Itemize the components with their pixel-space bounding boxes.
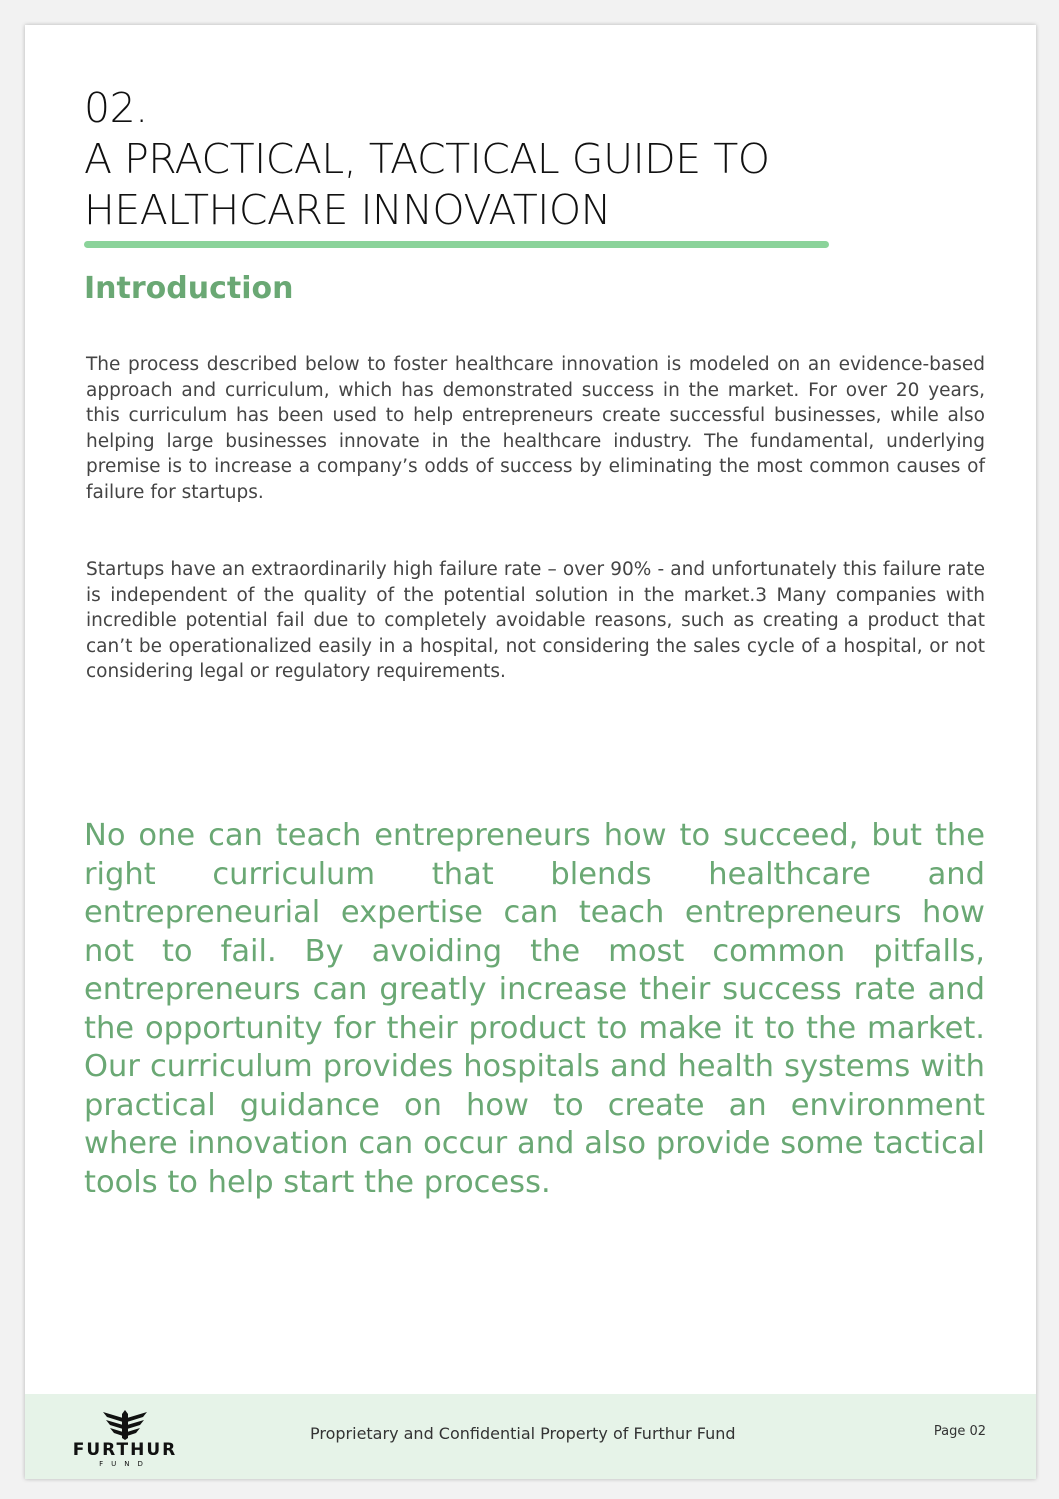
furthur-fund-logo <box>69 1410 181 1466</box>
confidentiality-notice: Proprietary and Confidential Property of Furthur Fund <box>310 1424 736 1443</box>
chapter-title <box>84 83 944 236</box>
section-heading: Introduction <box>84 271 294 306</box>
chapter-title-line-2: HEALTHCARE INNOVATION <box>84 186 611 234</box>
logo-wordmark: FURTHUR <box>72 1440 178 1460</box>
body-paragraph-2: Startups have an extraordinarily high failure rate – over 90% - and unfortunately this failure rate is independent of the quality of the potential solution in the market.3 Many companies with incredible potential fail due to completely avoidable reasons, such as creating a product that can’t be operationalized easily in a hospital, not considering the sales cycle of a hospital, or not considering legal or regulatory requirements. <box>86 559 985 683</box>
document-page <box>25 25 1036 1479</box>
chapter-number: 02. <box>84 84 148 132</box>
page-number: Page 02 <box>933 1424 986 1439</box>
pull-quote: No one can teach entrepreneurs how to succeed, but the right curriculum that blends healthcare and entrepreneurial expertise can teach entrepreneurs how not to fail. By avoiding the most common pitfalls, entrepreneurs can greatly increase their success rate and the opportunity for their product to make it to the market. Our curriculum provides hospitals and health systems with practical guidance on how to create an environment where innovation can occur and also provide some tactical tools to help start the process. <box>84 818 985 1200</box>
title-underline-rule <box>84 241 829 248</box>
body-paragraph-1: The process described below to foster healthcare innovation is modeled on an evidence-based approach and curriculum, which has demonstrated success in the market. For over 20 years, this curriculum has been used to help entrepreneurs create successful businesses, while also helping large businesses innovate in the healthcare industry. The fundamental, underlying premise is to increase a company’s odds of success by eliminating the most common causes of failure for startups. <box>86 354 985 503</box>
chapter-title-line-1: A PRACTICAL, TACTICAL GUIDE TO <box>84 135 770 183</box>
wing-emblem-icon <box>102 1410 148 1440</box>
logo-subtitle: FUND <box>99 1460 151 1468</box>
page-footer <box>25 1394 1036 1479</box>
